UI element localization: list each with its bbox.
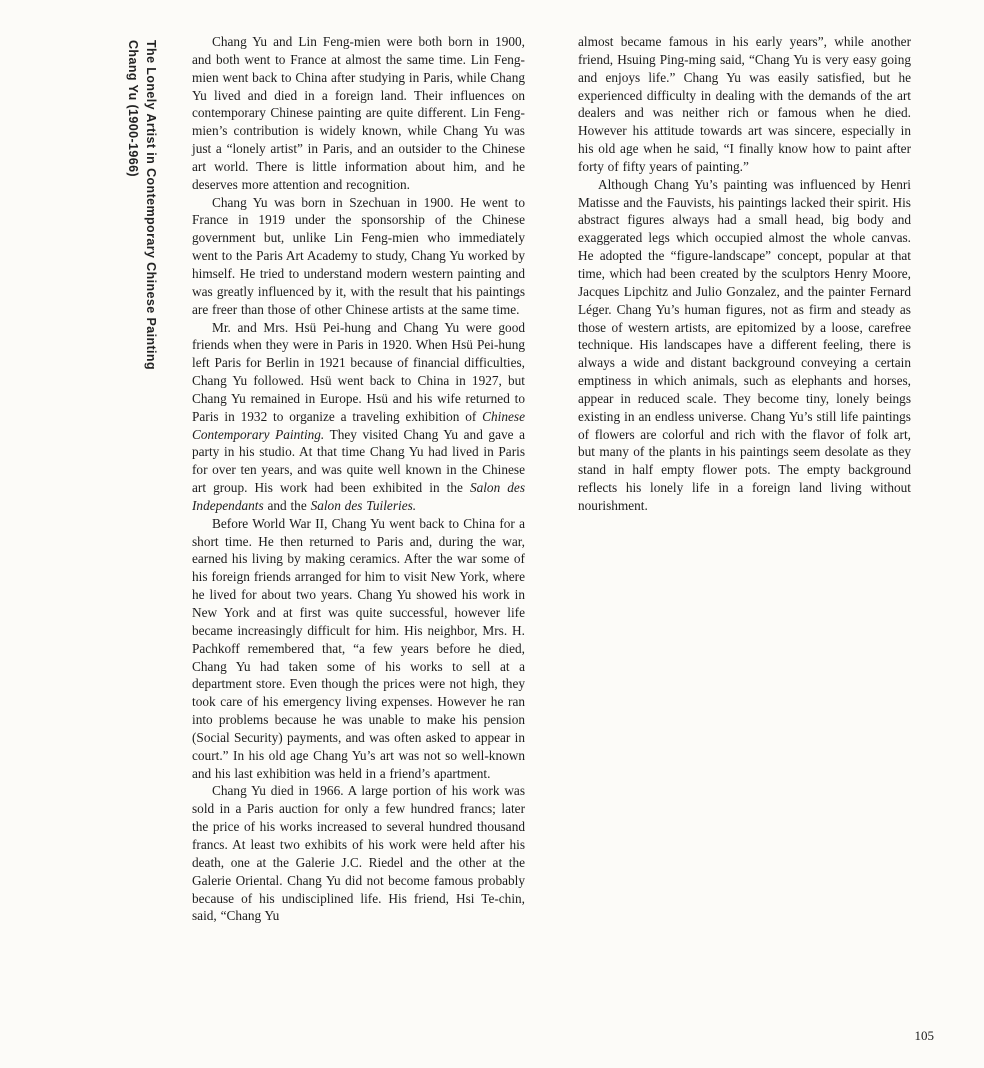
italic-text-run: Chinese Contemporary Painting. [192,408,525,442]
chapter-vertical-title [124,40,160,440]
paragraph [192,515,525,783]
chapter-title-line1: Chang Yu (1900-1966) [126,40,140,177]
paragraph [192,194,525,319]
text-run: Chang Yu was born in Szechuan in 1900. He went to France in 1919 under the sponsorship of the Chinese government but, unlike Lin Feng-mien who immediately went to the Paris Art Academy to study, Chang Yu worked by himself. He tried to understand modern western painting and was greatly influenced by it, with the result that his paintings are freer than those of other Chinese artists at the same time. [192,194,525,317]
text-run: almost became famous in his early years”, while another friend, Hsuing Ping-ming said, “Chang Yu is very easy going and enjoys life.” Chang Yu was easily satisfied, but he experienced difficulty in dealing with the demands of the art dealers and was neither rich or famous when he died. However his attitude towards art was sincere, especially in his old age when he said, “I finally know how to paint after forty of fifty years of painting.” [578,34,911,174]
text-run: Before World War II, Chang Yu went back to China for a short time. He then returned to Paris and, during the war, earned his living by making ceramics. After the war some of his foreign friends arranged for him to visit New York, where he lived for about two years. Chang Yu showed his work in New York and at first was quite successful, however life became increasingly difficult for him. His neighbor, Mrs. H. Pachkoff remembered that, “a few years before he died, Chang Yu had taken some of his works to sell at a department store. Even though the prices were not high, they took care of his emergency living expenses. However he ran into problems because he was unable to make his pension (Social Security) payments, and was often asked to appear in court.” In his old age Chang Yu’s art was not so well-known and his last exhibition was held in a friend’s apartment. [192,515,525,781]
text-run: Although Chang Yu’s painting was influenced by Henri Matisse and the Fauvists, his paintings lacked their spirit. His abstract figures always had a small head, big body and exaggerated legs which occupied almost the whole canvas. He adopted the “figure-landscape” concept, popular at that time, which had been created by the sculptors Henry Moore, Jacques Lipchitz and Julio Gonzalez, and the painter Fernard Léger. Chang Yu’s human figures, not as firm and steady as those of western artists, are epitomized by a loose, carefree technique. His landscapes have a different feeling, there is always a wide and distant background conveying a certain emptiness in which animals, such as elephants and horses, appear in reduced scale. They become tiny, lonely beings existing in an endless universe. Chang Yu’s still life paintings of flowers are colorful and rich with the flavor of folk art, but many of the plants in his paintings seem desolate as they stand in half empty flower pots. The empty background reflects his lonely life in a foreign land living without nourishment. [578,176,911,513]
right-text-column [578,33,911,515]
text-run: Mr. and Mrs. Hsü Pei-hung and Chang Yu were good friends when they were in Paris in 1920. When Hsü Pei-hung left Paris for Berlin in 1921 because of financial difficulties, Chang Yu followed. Hsü went back to China in 1927, but Chang Yu remained in Europe. Hsü and his wife returned to Paris in 1932 to organize a traveling exhibition of [192,319,525,424]
chapter-title-line2: The Lonely Artist in Contemporary Chinese Painting [144,40,158,370]
paragraph [192,33,525,194]
paragraph [192,319,525,515]
paragraph [578,33,911,176]
italic-text-run: Salon des Independants [192,480,525,513]
paragraph [192,782,525,925]
text-run: Chang Yu and Lin Feng-mien were both born in 1900, and both went to France at almost the same time. Lin Feng-mien went back to China after studying in Paris, while Chang Yu lived and died in a foreign land. Their influences on contemporary Chinese painting are quite different. Lin Feng-mien’s contribution is widely known, while Chang Yu was just a “lonely artist” in Paris, and an outsider to the Chinese art world. There is little information about him, and he deserves more attention and recognition. [192,34,525,192]
page-number: 105 [914,1028,934,1043]
paragraph [578,176,911,515]
text-run: and the [263,497,311,513]
italic-text-run: Salon des Tuileries. [310,497,417,513]
text-run: They visited Chang Yu and gave a party in his studio. At that time Chang Yu had lived in Paris for over ten years, and was quite well known in the Chinese art group. His work had been exhibited in the [192,426,525,496]
left-text-column [192,33,525,925]
text-run: Chang Yu died in 1966. A large portion of his work was sold in a Paris auction for only a few hundred francs; later the price of his works increased to several hundred thousand francs. At least two exhibits of his work were held after his death, one at the Galerie J.C. Riedel and the other at the Galerie Oriental. Chang Yu did not become famous probably because of his undisciplined life. His friend, Hsi Te-chin, said, “Chang Yu [192,783,525,924]
